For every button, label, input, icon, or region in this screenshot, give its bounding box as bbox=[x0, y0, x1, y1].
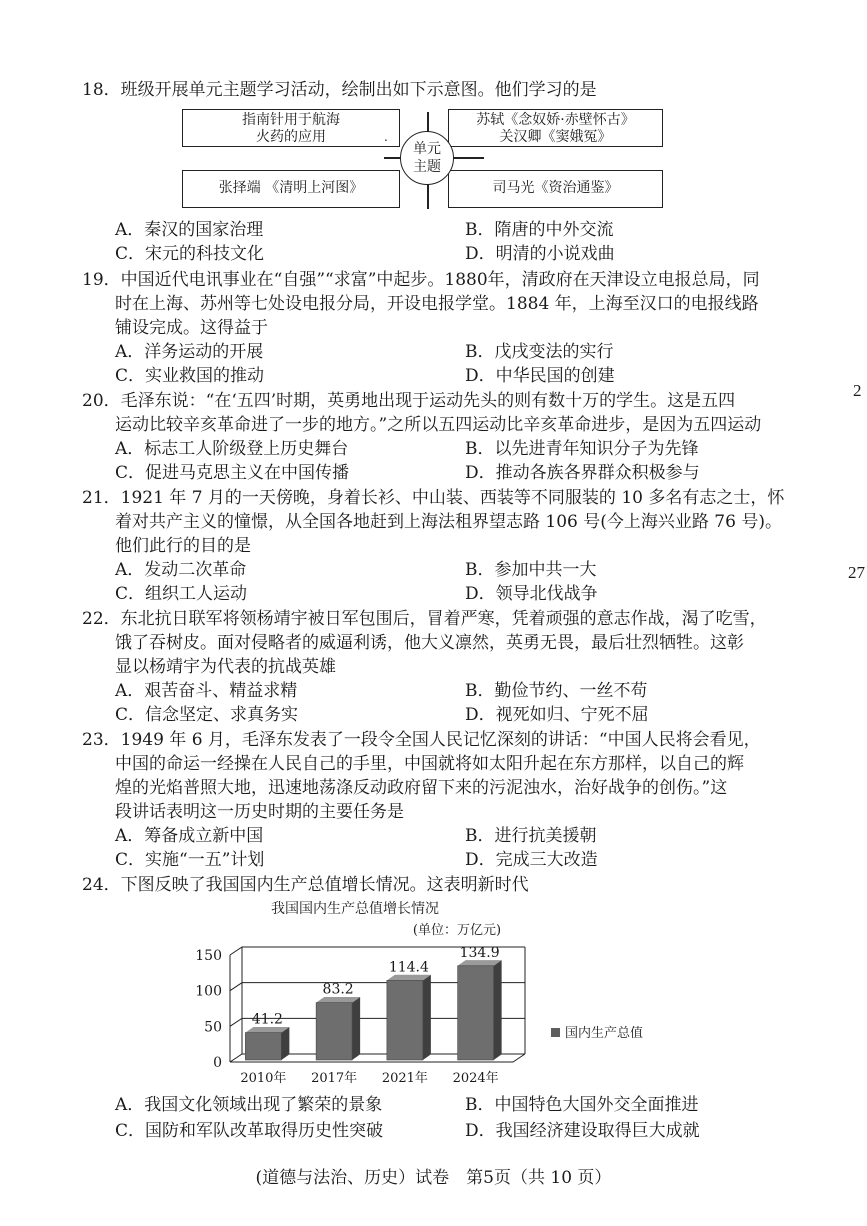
q24-option-c: C．国防和军队改革取得历史性突破 bbox=[115, 1121, 384, 1141]
center-line1: 单元 bbox=[413, 141, 441, 157]
box-tr-line2: 关汉卿《窦娥冤》 bbox=[499, 129, 612, 145]
q20-line-2: 运动比较辛亥革命进了一步的地方。”之所以五四运动比辛亥革命进步，是因为五四运动 bbox=[115, 415, 762, 435]
q23-line-2: 中国的命运一经操在人民自己的手里，中国就将如太阳升起在东方那样，以自己的辉 bbox=[115, 754, 744, 774]
bar-value-label: 41.2 bbox=[251, 1011, 283, 1028]
diagram-center-circle bbox=[400, 131, 454, 185]
q20-option-b: B．以先进青年知识分子为先锋 bbox=[465, 439, 699, 459]
chart-subtitle: (单位：万亿元) bbox=[412, 923, 502, 938]
q18-option-b: B．隋唐的中外交流 bbox=[465, 220, 614, 240]
q21-option-a: A．发动二次革命 bbox=[115, 560, 247, 580]
q20-option-c: C．促进马克思主义在中国传播 bbox=[115, 463, 350, 483]
q24-option-b: B．中国特色大国外交全面推进 bbox=[465, 1095, 699, 1115]
q19-option-a: A．洋务运动的开展 bbox=[115, 342, 264, 362]
q18-option-a: A．秦汉的国家治理 bbox=[115, 220, 264, 240]
gdp-bar-chart bbox=[185, 896, 675, 1088]
bar bbox=[458, 966, 494, 1060]
q24-stem: 24．下图反映了我国国内生产总值增长情况。这表明新时代 bbox=[82, 875, 529, 895]
x-tick-label: 2024年 bbox=[452, 1071, 499, 1086]
diagram-dot: . bbox=[384, 130, 388, 144]
q21-line-1: 21．1921 年 7 月的一天傍晚，身着长衫、中山装、西装等不同服装的 10 多名有志之士，怀 bbox=[82, 488, 785, 508]
q19-line-1: 19．中国近代电讯事业在“自强”“求富”中起步。1880年，清政府在天津设立电报总局，同 bbox=[82, 270, 760, 290]
q23-line-3: 煌的光焰普照大地，迅速地荡涤反动政府留下来的污泥浊水，治好战争的创伤。”这 bbox=[115, 778, 728, 798]
bar-side bbox=[494, 960, 502, 1060]
x-tick-label: 2017年 bbox=[311, 1071, 358, 1086]
q21-option-c: C．组织工人运动 bbox=[115, 584, 248, 604]
q22-line-2: 饿了吞树皮。面对侵略者的威逼利诱，他大义凛然，英勇无畏，最后壮烈牺牲。这彰 bbox=[115, 633, 744, 653]
q20-option-a: A．标志工人阶级登上历史舞台 bbox=[115, 439, 349, 459]
diagram-box-top-left bbox=[182, 109, 400, 147]
diagram-box-bottom-left: 张择端 《清明上河图》 bbox=[182, 170, 400, 208]
q22-option-b: B．勤俭节约、一丝不苟 bbox=[465, 681, 648, 701]
q23-option-c: C．实施“一五”计划 bbox=[115, 850, 265, 870]
box-tr-line1: 苏轼《念奴娇·赤壁怀古》 bbox=[476, 112, 635, 128]
margin-mark-1: 2 bbox=[853, 381, 862, 400]
q20-line-1: 20．毛泽东说：“在‘五四’时期，英勇地出现于运动先头的则有数十万的学生。这是五四 bbox=[82, 391, 736, 411]
q23-line-4: 段讲话表明这一历史时期的主要任务是 bbox=[115, 802, 404, 822]
box-tl-line2: 火药的应用 bbox=[256, 129, 326, 145]
q23-option-a: A．筹备成立新中国 bbox=[115, 826, 264, 846]
margin-mark-2: 27 bbox=[848, 563, 865, 582]
q24-option-d: D．我国经济建设取得巨大成就 bbox=[465, 1121, 700, 1141]
legend-swatch bbox=[551, 1028, 560, 1037]
x-tick-label: 2021年 bbox=[381, 1071, 428, 1086]
bar-side bbox=[281, 1027, 289, 1060]
q18-stem: 18．班级开展单元主题学习活动，绘制出如下示意图。他们学习的是 bbox=[82, 80, 597, 100]
q19-line-3: 铺设完成。这得益于 bbox=[115, 318, 268, 338]
bar-value-label: 134.9 bbox=[459, 944, 500, 961]
bar bbox=[316, 1003, 352, 1060]
q24-option-a: A．我国文化领域出现了繁荣的景象 bbox=[115, 1095, 383, 1115]
q22-option-c: C．信念坚定、求真务实 bbox=[115, 705, 299, 725]
q20-option-d: D．推动各族各界群众积极参与 bbox=[465, 463, 700, 483]
x-tick-label: 2010年 bbox=[240, 1071, 287, 1086]
center-line2: 主题 bbox=[413, 159, 441, 175]
q23-option-b: B．进行抗美援朝 bbox=[465, 826, 597, 846]
q22-line-3: 显以杨靖宇为代表的抗战英雄 bbox=[115, 657, 336, 677]
box-tl-line1: 指南针用于航海 bbox=[242, 112, 340, 128]
q21-line-3: 他们此行的目的是 bbox=[115, 536, 251, 556]
chart-bars bbox=[245, 945, 501, 1060]
y-tick-label: 50 bbox=[204, 1019, 222, 1036]
y-tick-label: 0 bbox=[213, 1055, 222, 1071]
chart-title: 我国国内生产总值增长情况 bbox=[271, 901, 439, 917]
q22-option-a: A．艰苦奋斗、精益求精 bbox=[115, 681, 298, 701]
bar bbox=[245, 1033, 281, 1060]
page-footer: (道德与法治、历史）试卷 第5页（共 10 页） bbox=[255, 1168, 612, 1188]
q18-option-c: C．宋元的科技文化 bbox=[115, 244, 265, 264]
q19-option-b: B．戊戌变法的实行 bbox=[465, 342, 614, 362]
q23-option-d: D．完成三大改造 bbox=[465, 850, 598, 870]
chart-legend bbox=[551, 1025, 643, 1041]
q23-line-1: 23．1949 年 6 月，毛泽东发表了一段令全国人民记忆深刻的讲话：“中国人民将会看见， bbox=[82, 730, 761, 750]
q22-option-d: D．视死如归、宁死不屈 bbox=[465, 705, 649, 725]
bar-value-label: 114.4 bbox=[388, 959, 429, 976]
bar bbox=[387, 980, 423, 1060]
q19-option-c: C．实业救国的推动 bbox=[115, 366, 265, 386]
q21-line-2: 着对共产主义的憧憬，从全国各地赶到上海法租界望志路 106 号(今上海兴业路 76 号)。 bbox=[115, 512, 782, 532]
y-tick-label: 100 bbox=[195, 983, 222, 1000]
q19-option-d: D．中华民国的创建 bbox=[465, 366, 615, 386]
q21-option-b: B．参加中共一大 bbox=[465, 560, 597, 580]
q22-line-1: 22．东北抗日联军将领杨靖宇被日军包围后，冒着严寒，凭着顽强的意志作战，渴了吃雪， bbox=[82, 609, 767, 629]
q21-option-d: D．领导北伐战争 bbox=[465, 584, 598, 604]
y-tick-label: 150 bbox=[195, 948, 222, 964]
q18-option-d: D．明清的小说戏曲 bbox=[465, 244, 615, 264]
q19-line-2: 时在上海、苏州等七处设电报分局，开设电报学堂。1884 年，上海至汉口的电报线路 bbox=[115, 294, 759, 314]
legend-label: 国内生产总值 bbox=[565, 1026, 644, 1041]
bar-value-label: 83.2 bbox=[322, 981, 354, 998]
bar-side bbox=[352, 997, 360, 1060]
diagram-box-top-right bbox=[448, 109, 663, 147]
diagram-box-bottom-right: 司马光《资治通鉴》 bbox=[448, 170, 663, 208]
bar-side bbox=[423, 975, 431, 1060]
